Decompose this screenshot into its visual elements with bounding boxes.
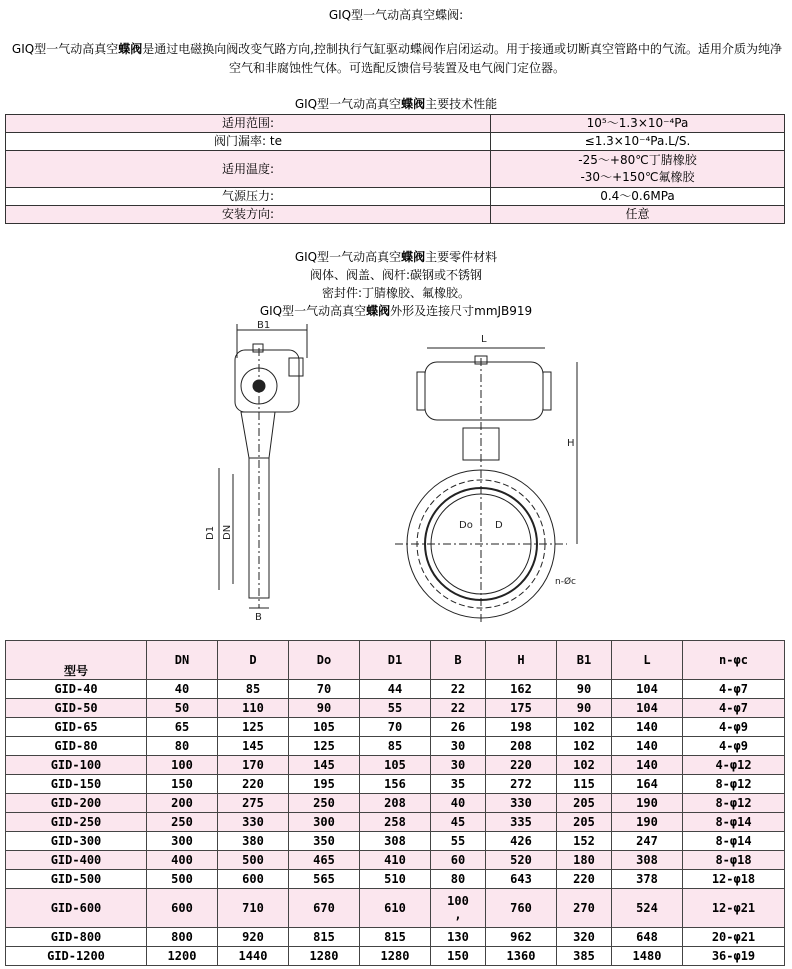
value-cell: 140 [612, 756, 683, 775]
value-cell: 220 [218, 775, 289, 794]
noc-label: n-Øc [555, 577, 576, 587]
value-cell: 150 [431, 947, 486, 966]
table-row [6, 737, 785, 756]
cylinder-cap-right [543, 372, 551, 410]
value-cell: 800 [147, 928, 218, 947]
valve-neck [241, 412, 275, 458]
table-row [6, 851, 785, 870]
value-cell: 180 [557, 851, 612, 870]
value-cell: 145 [289, 756, 360, 775]
value-cell: 80 [147, 737, 218, 756]
value-cell: 195 [289, 775, 360, 794]
spec-value: 任意 [491, 206, 785, 224]
value-cell: 140 [612, 718, 683, 737]
value-cell: 8-φ18 [683, 851, 785, 870]
intro-paragraph [8, 40, 786, 78]
do-label: Do [459, 520, 473, 531]
value-cell: 90 [289, 699, 360, 718]
col-header: DN [147, 641, 218, 680]
model-cell: GID-80 [6, 737, 147, 756]
dimension-header-row [6, 641, 785, 680]
value-cell: 465 [289, 851, 360, 870]
value-cell: 378 [612, 870, 683, 889]
dim-caption-suffix: 外形及连接尺寸mmJB919 [390, 304, 533, 318]
materials-caption-prefix: GIQ型一气动高真空 [294, 250, 402, 264]
value-cell: 920 [218, 928, 289, 947]
value-cell: 104 [612, 699, 683, 718]
value-cell: 330 [218, 813, 289, 832]
model-cell: GID-1200 [6, 947, 147, 966]
spec-caption-suffix: 主要技术性能 [425, 97, 498, 111]
value-cell: 90 [557, 699, 612, 718]
value-cell: 275 [218, 794, 289, 813]
value-cell: 220 [486, 756, 557, 775]
col-header: 型号 [6, 641, 147, 680]
value-cell: 4-φ9 [683, 718, 785, 737]
value-cell: 115 [557, 775, 612, 794]
value-cell: 65 [147, 718, 218, 737]
value-cell: 4-φ7 [683, 699, 785, 718]
value-cell: 500 [218, 851, 289, 870]
value-cell: 250 [147, 813, 218, 832]
d-label: D [495, 520, 503, 531]
spec-value: 0.4～0.6MPa [491, 188, 785, 206]
value-cell: 156 [360, 775, 431, 794]
spec-row [6, 206, 785, 224]
dimension-caption [0, 302, 792, 319]
value-cell: 4-φ7 [683, 680, 785, 699]
col-header: Do [289, 641, 360, 680]
dimension-body [6, 680, 785, 966]
value-cell: 8-φ12 [683, 794, 785, 813]
materials-line-2: 密封件:丁腈橡胶、氟橡胶。 [321, 286, 471, 300]
value-cell: 208 [486, 737, 557, 756]
value-cell: 500 [147, 870, 218, 889]
value-cell: 8-φ12 [683, 775, 785, 794]
value-cell: 815 [289, 928, 360, 947]
model-cell: GID-150 [6, 775, 147, 794]
value-cell: 350 [289, 832, 360, 851]
table-row [6, 870, 785, 889]
model-cell: GID-200 [6, 794, 147, 813]
model-cell: GID-300 [6, 832, 147, 851]
spec-row [6, 188, 785, 206]
materials-line-1: 阀体、阀盖、阀杆:碳钢或不锈钢 [309, 268, 483, 282]
valve-drawing [195, 318, 595, 630]
value-cell: 100 [147, 756, 218, 775]
value-cell: 610 [360, 889, 431, 928]
table-row [6, 756, 785, 775]
value-cell: 270 [557, 889, 612, 928]
spec-value-line: -25～+80℃丁腈橡胶 [578, 153, 697, 167]
value-cell: 110 [218, 699, 289, 718]
value-cell: 760 [486, 889, 557, 928]
value-cell: 258 [360, 813, 431, 832]
value-cell: 100 , [431, 889, 486, 928]
value-cell: 30 [431, 737, 486, 756]
dim-caption-prefix: GIQ型一气动高真空 [259, 304, 367, 318]
value-cell: 70 [289, 680, 360, 699]
cylinder-cap-left [417, 372, 425, 410]
value-cell: 1200 [147, 947, 218, 966]
table-row [6, 813, 785, 832]
d1-label: D1 [205, 525, 216, 540]
actuator-cap [253, 344, 263, 352]
value-cell: 320 [557, 928, 612, 947]
value-cell: 710 [218, 889, 289, 928]
value-cell: 4-φ12 [683, 756, 785, 775]
value-cell: 300 [147, 832, 218, 851]
value-cell: 50 [147, 699, 218, 718]
value-cell: 1280 [289, 947, 360, 966]
value-cell: 20-φ21 [683, 928, 785, 947]
value-cell: 22 [431, 699, 486, 718]
table-row [6, 775, 785, 794]
value-cell: 1360 [486, 947, 557, 966]
model-cell: GID-50 [6, 699, 147, 718]
table-row [6, 680, 785, 699]
value-cell: 125 [289, 737, 360, 756]
value-cell: 335 [486, 813, 557, 832]
value-cell: 164 [612, 775, 683, 794]
model-cell: GID-500 [6, 870, 147, 889]
value-cell: 80 [431, 870, 486, 889]
value-cell: 410 [360, 851, 431, 870]
table-row [6, 832, 785, 851]
value-cell: 208 [360, 794, 431, 813]
value-cell: 150 [147, 775, 218, 794]
value-cell: 36-φ19 [683, 947, 785, 966]
table-row [6, 699, 785, 718]
value-cell: 648 [612, 928, 683, 947]
materials-caption [0, 248, 792, 265]
model-cell: GID-600 [6, 889, 147, 928]
value-cell: 40 [147, 680, 218, 699]
spec-label: 安装方向: [6, 206, 491, 224]
spec-value-line: -30～+150℃氟橡胶 [580, 170, 695, 184]
spec-caption [0, 95, 792, 112]
table-row [6, 718, 785, 737]
dimension-table [5, 640, 785, 966]
value-cell: 520 [486, 851, 557, 870]
intro-rest: 是通过电磁换向阀改变气路方向,控制执行气缸驱动蝶阀作启闭运动。用于接通或切断真空管路中的气流。适用介质为纯净空气和非腐蚀性气体。可选配反馈信号装置及电气阀门定位器。 [142, 42, 783, 75]
value-cell: 1280 [360, 947, 431, 966]
spec-label: 阀门漏率: te [6, 133, 491, 151]
b-label: B [255, 612, 262, 623]
value-cell: 190 [612, 813, 683, 832]
model-cell: GID-100 [6, 756, 147, 775]
value-cell: 44 [360, 680, 431, 699]
front-view [395, 334, 577, 624]
value-cell: 524 [612, 889, 683, 928]
value-cell: 250 [289, 794, 360, 813]
value-cell: 308 [360, 832, 431, 851]
value-cell: 60 [431, 851, 486, 870]
table-row [6, 928, 785, 947]
spec-value: ≤1.3×10⁻⁴Pa.L/S. [491, 133, 785, 151]
dim-caption-bold: 蝶阀 [366, 304, 391, 318]
table-row [6, 794, 785, 813]
spec-value [491, 151, 785, 188]
value-cell: 962 [486, 928, 557, 947]
value-cell: 380 [218, 832, 289, 851]
dn-label: DN [222, 524, 233, 540]
value-cell: 220 [557, 870, 612, 889]
side-view [205, 320, 307, 623]
h-label: H [567, 438, 575, 449]
value-cell: 70 [360, 718, 431, 737]
value-cell: 247 [612, 832, 683, 851]
value-cell: 565 [289, 870, 360, 889]
col-header: B1 [557, 641, 612, 680]
value-cell: 190 [612, 794, 683, 813]
model-cell: GID-250 [6, 813, 147, 832]
value-cell: 45 [431, 813, 486, 832]
table-row [6, 947, 785, 966]
page-title: GIQ型一气动高真空蝶阀: [328, 8, 464, 22]
value-cell: 643 [486, 870, 557, 889]
value-cell: 205 [557, 794, 612, 813]
value-cell: 152 [557, 832, 612, 851]
col-header: n-φc [683, 641, 785, 680]
col-header: H [486, 641, 557, 680]
value-cell: 35 [431, 775, 486, 794]
model-cell: GID-400 [6, 851, 147, 870]
value-cell: 162 [486, 680, 557, 699]
value-cell: 145 [218, 737, 289, 756]
value-cell: 30 [431, 756, 486, 775]
value-cell: 55 [360, 699, 431, 718]
value-cell: 308 [612, 851, 683, 870]
value-cell: 125 [218, 718, 289, 737]
value-cell: 12-φ18 [683, 870, 785, 889]
value-cell: 140 [612, 737, 683, 756]
value-cell: 130 [431, 928, 486, 947]
model-cell: GID-40 [6, 680, 147, 699]
value-cell: 85 [218, 680, 289, 699]
spec-value: 10⁵～1.3×10⁻⁴Pa [491, 115, 785, 133]
intro-prefix: GIQ型一气动高真空 [11, 42, 119, 56]
value-cell: 670 [289, 889, 360, 928]
value-cell: 1440 [218, 947, 289, 966]
value-cell: 90 [557, 680, 612, 699]
actuator-port [289, 358, 303, 376]
col-header: L [612, 641, 683, 680]
value-cell: 330 [486, 794, 557, 813]
value-cell: 200 [147, 794, 218, 813]
spec-caption-bold: 蝶阀 [401, 97, 426, 111]
value-cell: 600 [218, 870, 289, 889]
value-cell: 55 [431, 832, 486, 851]
value-cell: 600 [147, 889, 218, 928]
materials-caption-bold: 蝶阀 [401, 250, 426, 264]
spec-label: 适用范围: [6, 115, 491, 133]
spec-row [6, 115, 785, 133]
value-cell: 175 [486, 699, 557, 718]
value-cell: 205 [557, 813, 612, 832]
value-cell: 102 [557, 737, 612, 756]
value-cell: 8-φ14 [683, 832, 785, 851]
value-cell: 104 [612, 680, 683, 699]
value-cell: 85 [360, 737, 431, 756]
value-cell: 26 [431, 718, 486, 737]
b1-label: B1 [257, 320, 271, 331]
l-label: L [481, 334, 487, 345]
value-cell: 102 [557, 756, 612, 775]
model-cell: GID-800 [6, 928, 147, 947]
spec-row [6, 133, 785, 151]
value-cell: 400 [147, 851, 218, 870]
spec-label: 气源压力: [6, 188, 491, 206]
col-header: B [431, 641, 486, 680]
value-cell: 105 [289, 718, 360, 737]
value-cell: 198 [486, 718, 557, 737]
value-cell: 102 [557, 718, 612, 737]
value-cell: 300 [289, 813, 360, 832]
value-cell: 4-φ9 [683, 737, 785, 756]
intro-bold: 蝶阀 [118, 42, 143, 56]
spec-label: 适用温度: [6, 151, 491, 188]
value-cell: 815 [360, 928, 431, 947]
actuator-cylinder [425, 362, 543, 420]
value-cell: 170 [218, 756, 289, 775]
materials-caption-suffix: 主要零件材料 [425, 250, 498, 264]
value-cell: 40 [431, 794, 486, 813]
spec-table [5, 114, 785, 224]
model-cell: GID-65 [6, 718, 147, 737]
col-header: D [218, 641, 289, 680]
value-cell: 272 [486, 775, 557, 794]
value-cell: 105 [360, 756, 431, 775]
value-cell: 426 [486, 832, 557, 851]
value-cell: 12-φ21 [683, 889, 785, 928]
col-header: D1 [360, 641, 431, 680]
value-cell: 8-φ14 [683, 813, 785, 832]
value-cell: 1480 [612, 947, 683, 966]
spec-row [6, 151, 785, 188]
spec-caption-prefix: GIQ型一气动高真空 [294, 97, 402, 111]
table-row [6, 889, 785, 928]
value-cell: 22 [431, 680, 486, 699]
value-cell: 385 [557, 947, 612, 966]
value-cell: 510 [360, 870, 431, 889]
